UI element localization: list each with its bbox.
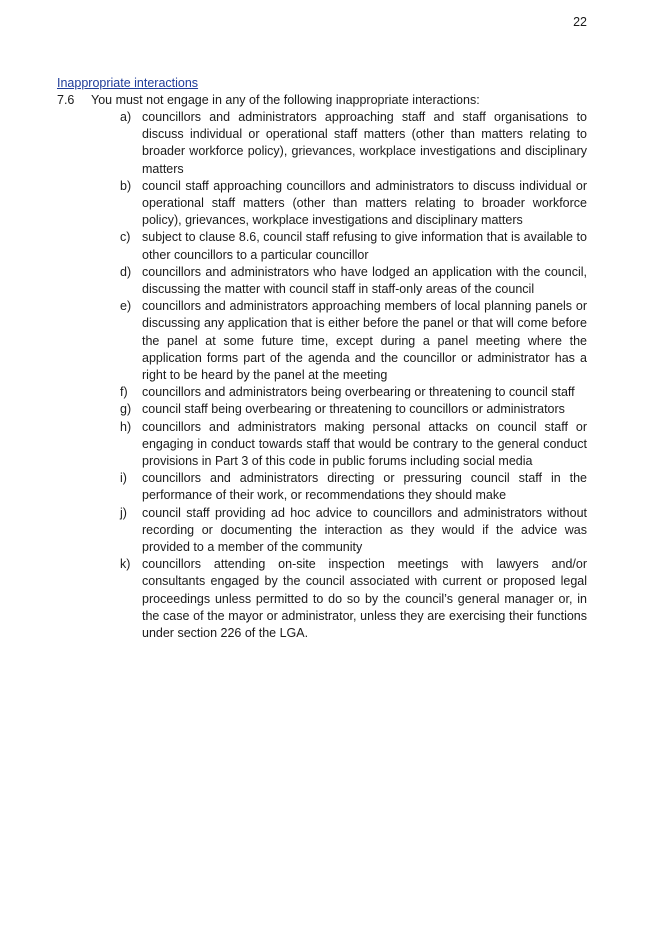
- list-item: [57, 470, 587, 504]
- list-item-marker: k): [120, 557, 131, 572]
- list-item-marker: i): [120, 471, 127, 486]
- list-item-text: councillors and administrators making personal attacks on council staff or engaging in conduct towards staff that would be contrary to the general conduct provisions in Part 3 of this code in public forums including social media: [142, 419, 587, 469]
- list-item: [57, 384, 587, 401]
- list-item-text: councillors and administrators being overbearing or threatening to council staff: [142, 385, 575, 400]
- list-item-text: council staff providing ad hoc advice to councillors and administrators without recording or documenting the interaction as they would if the advice was provided to a member of the community: [142, 505, 587, 555]
- list-item-marker: b): [120, 178, 132, 193]
- list-item-text: council staff being overbearing or threatening to councillors or administrators: [142, 402, 565, 417]
- list-item-marker: a): [120, 110, 132, 124]
- clause-number: 7.6: [57, 93, 75, 107]
- list-item-text: councillors attending on-site inspection meetings with lawyers and/or consultants engaged by the council associated with current or proposed legal proceedings unless permitted to do so by the council’s general manager or, in the case of the mayor or administrator, unless they are exercising their functions under section 226 of the LGA.: [142, 557, 587, 641]
- list-item-marker: e): [120, 299, 132, 314]
- list-item: [57, 419, 587, 471]
- section-heading-link[interactable]: Inappropriate interactions: [57, 76, 199, 90]
- list-item: [57, 264, 587, 298]
- list-item: [57, 401, 587, 418]
- list-item-text: subject to clause 8.6, council staff refusing to give information that is available to other councillors to a particular councillor: [142, 230, 587, 262]
- list-item-marker: c): [120, 230, 131, 245]
- list-item: [57, 298, 587, 384]
- list-item-marker: g): [120, 402, 132, 417]
- clause-intro: You must not engage in any of the following inappropriate interactions:: [91, 93, 480, 107]
- page-number: 22: [573, 15, 587, 29]
- list-item-marker: j): [120, 505, 127, 520]
- list-item: [57, 178, 587, 230]
- list-item-marker: f): [120, 385, 128, 400]
- inappropriate-interactions-list: [57, 109, 587, 642]
- list-item: [57, 109, 587, 178]
- list-item-marker: h): [120, 419, 132, 434]
- list-item: [57, 556, 587, 642]
- list-item-text: councillors and administrators approaching staff and staff organisations to discuss individual or operational staff matters (other than matters relating to broader workforce policy), grievances, workplace investigations and disciplinary matters: [142, 110, 587, 176]
- list-item-text: councillors and administrators approaching members of local planning panels or discussing any application that is either before the panel or that will come before the panel at some future time, except during a panel meeting where the application forms part of the agenda and the councillor or administrator has a right to be heard by the panel at the meeting: [142, 299, 587, 383]
- list-item-text: councillors and administrators directing or pressuring council staff in the performance of their work, or recommendations they should make: [142, 471, 587, 503]
- list-item-text: councillors and administrators who have lodged an application with the council, discussing the matter with council staff in staff-only areas of the council: [142, 264, 587, 297]
- list-item-text: council staff approaching councillors and administrators to discuss individual or operational staff matters (other than matters relating to broader workforce policy), grievances, workplace investigations and disciplinary matters: [142, 178, 587, 228]
- list-item-marker: d): [120, 264, 132, 279]
- list-item: [57, 229, 587, 263]
- list-item: [57, 505, 587, 557]
